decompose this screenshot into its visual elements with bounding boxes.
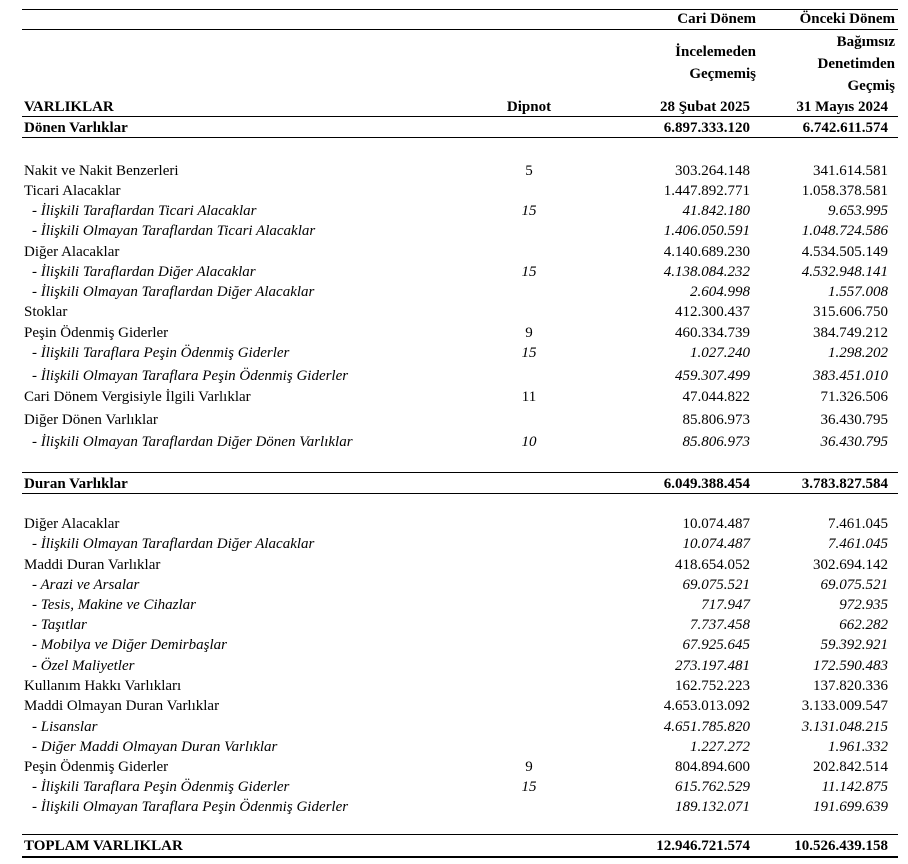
line-item-label: - İlişkili Olmayan Taraflardan Diğer Alacaklar — [32, 536, 315, 552]
line-item-value-previous: 302.694.142 — [813, 557, 888, 573]
line-item-label: - Tesis, Makine ve Cihazlar — [32, 597, 197, 613]
line-item — [0, 555, 908, 575]
total-value-previous: 10.526.439.158 — [794, 838, 888, 854]
line-item-value-previous: 383.451.010 — [813, 368, 888, 384]
line-item-value-previous: 1.557.008 — [828, 284, 888, 300]
sub-line-item — [0, 432, 908, 452]
line-item-value-previous: 59.392.921 — [820, 637, 888, 653]
section-label: Duran Varlıklar — [24, 476, 128, 492]
sub-line-item — [0, 201, 908, 221]
section-value-current: 6.897.333.120 — [663, 120, 750, 136]
line-item-note: 15 — [521, 264, 537, 280]
line-item-value-previous: 7.461.045 — [828, 516, 888, 532]
section-value-previous: 3.783.827.584 — [801, 476, 888, 492]
line-item-label: Peşin Ödenmiş Giderler — [24, 759, 169, 775]
line-item-label: - İlişkili Taraflara Peşin Ödenmiş Giderler — [32, 779, 290, 795]
total-label: TOPLAM VARLIKLAR — [24, 838, 183, 854]
line-item-value-previous: 4.534.505.149 — [801, 244, 888, 260]
line-item-value-previous: 36.430.795 — [820, 434, 888, 450]
sub-line-item — [0, 615, 908, 635]
line-item-value-previous: 972.935 — [839, 597, 888, 613]
total-top-rule — [22, 834, 898, 835]
line-item-value-previous: 71.326.506 — [820, 389, 888, 405]
line-item-value-previous: 191.699.639 — [813, 799, 888, 815]
col1-status — [610, 41, 756, 85]
line-item-value-previous: 662.282 — [839, 617, 888, 633]
col2-status-line: Bağımsız — [836, 34, 895, 50]
noncurrent-top-rule — [22, 472, 898, 473]
line-item-note: 11 — [521, 389, 537, 405]
line-item-label: Diğer Alacaklar — [24, 244, 120, 260]
sub-line-item — [0, 534, 908, 554]
line-item-value-previous: 172.590.483 — [813, 658, 888, 674]
line-item-value-current: 67.925.645 — [682, 637, 750, 653]
line-item-label: Diğer Alacaklar — [24, 516, 120, 532]
line-item-value-current: 4.653.013.092 — [663, 698, 750, 714]
line-item-label: - İlişkili Taraflara Peşin Ödenmiş Giderler — [32, 345, 290, 361]
total-bottom-rule — [22, 856, 898, 858]
line-item-label: - Özel Maliyetler — [32, 658, 135, 674]
assets-label: VARLIKLAR — [24, 99, 114, 115]
line-item-value-previous: 69.075.521 — [820, 577, 888, 593]
line-item — [0, 514, 908, 534]
line-item-value-previous: 137.820.336 — [813, 678, 888, 694]
sub-line-item — [0, 282, 908, 302]
sub-line-item — [0, 635, 908, 655]
line-item-value-current: 1.406.050.591 — [663, 223, 750, 239]
total-value-current: 12.946.721.574 — [656, 838, 750, 854]
note-label: Dipnot — [506, 99, 552, 115]
section-value-current: 6.049.388.454 — [663, 476, 750, 492]
line-item-label: Diğer Dönen Varlıklar — [24, 412, 158, 428]
line-item — [0, 757, 908, 777]
line-item-note: 9 — [525, 759, 533, 775]
sub-line-item — [0, 656, 908, 676]
sub-line-item — [0, 366, 908, 386]
line-item-value-previous: 315.606.750 — [813, 304, 888, 320]
line-item-value-current: 1.447.892.771 — [663, 183, 750, 199]
col1-date: 28 Şubat 2025 — [659, 99, 750, 115]
line-item — [0, 676, 908, 696]
line-item — [0, 410, 908, 430]
line-item-value-previous: 1.058.378.581 — [801, 183, 888, 199]
line-item-value-current: 189.132.071 — [675, 799, 750, 815]
sub-line-item — [0, 595, 908, 615]
line-item-value-previous: 202.842.514 — [813, 759, 888, 775]
line-item-value-previous: 3.131.048.215 — [801, 719, 888, 735]
line-item-label: - Diğer Maddi Olmayan Duran Varlıklar — [32, 739, 278, 755]
line-item-note: 15 — [521, 203, 537, 219]
line-item-value-current: 4.138.084.232 — [663, 264, 750, 280]
line-item-label: - İlişkili Olmayan Taraflara Peşin Ödenmiş Giderler — [32, 368, 349, 384]
line-item-label: - İlişkili Taraflardan Ticari Alacaklar — [32, 203, 257, 219]
line-item-label: Cari Dönem Vergisiyle İlgili Varlıklar — [24, 389, 251, 405]
line-item-value-previous: 1.961.332 — [828, 739, 888, 755]
sub-line-item — [0, 262, 908, 282]
line-item-value-current: 717.947 — [701, 597, 750, 613]
line-item-label: - İlişkili Olmayan Taraflardan Ticari Alacaklar — [32, 223, 316, 239]
line-item-value-current: 47.044.822 — [682, 389, 750, 405]
line-item-label: Ticari Alacaklar — [24, 183, 121, 199]
line-item-label: - İlişkili Olmayan Taraflardan Diğer Alacaklar — [32, 284, 315, 300]
line-item-value-previous: 7.461.045 — [828, 536, 888, 552]
line-item-value-current: 418.654.052 — [675, 557, 750, 573]
line-item-value-current: 69.075.521 — [682, 577, 750, 593]
line-item — [0, 161, 908, 181]
line-item-value-previous: 3.133.009.547 — [801, 698, 888, 714]
line-item-value-current: 459.307.499 — [675, 368, 750, 384]
line-item-label: Maddi Olmayan Duran Varlıklar — [24, 698, 220, 714]
line-item-label: Maddi Duran Varlıklar — [24, 557, 161, 573]
line-item-note: 15 — [521, 345, 537, 361]
sub-line-item — [0, 221, 908, 241]
col2-status — [760, 31, 895, 97]
line-item-value-previous: 1.048.724.586 — [801, 223, 888, 239]
total-row — [0, 836, 908, 856]
current-assets-row — [0, 118, 908, 138]
line-item-label: - İlişkili Taraflardan Diğer Alacaklar — [32, 264, 256, 280]
col2-status-line: Geçmiş — [847, 78, 895, 94]
line-item-value-current: 41.842.180 — [682, 203, 750, 219]
sub-line-item — [0, 797, 908, 817]
line-item-note: 9 — [525, 325, 533, 341]
line-item-value-current: 162.752.223 — [675, 678, 750, 694]
sub-line-item — [0, 575, 908, 595]
line-item-value-current: 615.762.529 — [675, 779, 750, 795]
line-item-note: 5 — [525, 163, 533, 179]
line-item-value-current: 273.197.481 — [675, 658, 750, 674]
line-item-label: - Taşıtlar — [32, 617, 87, 633]
line-item-value-previous: 384.749.212 — [813, 325, 888, 341]
sub-line-item — [0, 777, 908, 797]
line-item-value-previous: 341.614.581 — [813, 163, 888, 179]
line-item-value-current: 10.074.487 — [682, 536, 750, 552]
line-item — [0, 302, 908, 322]
line-item-value-current: 303.264.148 — [675, 163, 750, 179]
section-value-previous: 6.742.611.574 — [802, 120, 888, 136]
line-item-label: Nakit ve Nakit Benzerleri — [24, 163, 179, 179]
line-item-label: - İlişkili Olmayan Taraflardan Diğer Dönen Varlıklar — [32, 434, 353, 450]
line-item-value-previous: 1.298.202 — [828, 345, 888, 361]
line-item-label: Peşin Ödenmiş Giderler — [24, 325, 169, 341]
noncurrent-assets-row — [0, 474, 908, 494]
line-item-value-previous: 36.430.795 — [820, 412, 888, 428]
col2-date: 31 Mayıs 2024 — [796, 99, 888, 115]
line-item-label: - İlişkili Olmayan Taraflara Peşin Ödenmiş Giderler — [32, 799, 349, 815]
line-item — [0, 181, 908, 201]
header-row — [0, 97, 908, 117]
line-item-value-current: 7.737.458 — [690, 617, 750, 633]
line-item — [0, 323, 908, 343]
line-item-value-previous: 11.142.875 — [821, 779, 888, 795]
line-item-value-current: 2.604.998 — [690, 284, 750, 300]
line-item-value-current: 1.227.272 — [690, 739, 750, 755]
line-item-value-current: 4.651.785.820 — [663, 719, 750, 735]
col2-status-line: Denetimden — [817, 56, 895, 72]
line-item-value-current: 804.894.600 — [675, 759, 750, 775]
line-item-value-current: 412.300.437 — [675, 304, 750, 320]
line-item-value-current: 4.140.689.230 — [663, 244, 750, 260]
line-item-value-previous: 4.532.948.141 — [801, 264, 888, 280]
line-item-label: Kullanım Hakkı Varlıkları — [24, 678, 182, 694]
line-item-value-current: 460.334.739 — [675, 325, 750, 341]
line-item — [0, 242, 908, 262]
line-item-note: 15 — [521, 779, 537, 795]
line-item-value-current: 85.806.973 — [682, 412, 750, 428]
line-item-label: - Arazi ve Arsalar — [32, 577, 140, 593]
sub-line-item — [0, 737, 908, 757]
col1-status-line: Geçmemiş — [689, 66, 756, 82]
line-item-value-current: 1.027.240 — [690, 345, 750, 361]
line-item — [0, 696, 908, 716]
sub-line-item — [0, 343, 908, 363]
line-item-value-current: 85.806.973 — [682, 434, 750, 450]
line-item-label: - Mobilya ve Diğer Demirbaşlar — [32, 637, 227, 653]
section-label: Dönen Varlıklar — [24, 120, 128, 136]
col1-status-line: İncelemeden — [675, 44, 756, 60]
sub-line-item — [0, 717, 908, 737]
line-item-note: 10 — [521, 434, 537, 450]
col2-title: Önceki Dönem — [799, 11, 895, 27]
line-item-value-current: 10.074.487 — [682, 516, 750, 532]
col1-title: Cari Dönem — [677, 11, 756, 27]
line-item-label: Stoklar — [24, 304, 68, 320]
line-item — [0, 387, 908, 407]
line-item-label: - Lisanslar — [32, 719, 98, 735]
line-item-value-previous: 9.653.995 — [828, 203, 888, 219]
